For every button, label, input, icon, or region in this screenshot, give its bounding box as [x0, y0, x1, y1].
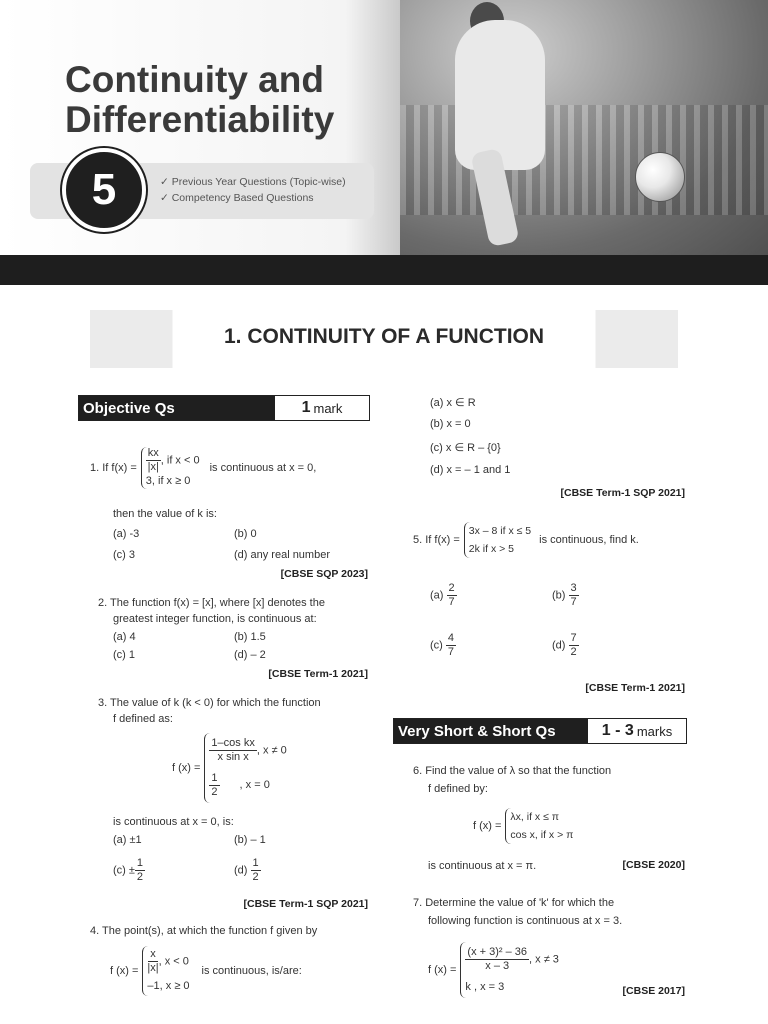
- q1-line2: then the value of k is:: [113, 508, 217, 520]
- q1-option-b: (b) 0: [234, 528, 257, 540]
- footballer-photo: [400, 0, 768, 255]
- q1-option-c: (c) 3: [113, 549, 135, 561]
- q6-line3: is continuous at x = π.: [428, 860, 537, 872]
- q5-option-b: (b) $\frac{3}{7}$: [552, 582, 577, 608]
- checklist-item-cbq: ✓ Competency Based Questions: [160, 192, 314, 204]
- question-6-line1: 6. Find the value of λ so that the function: [413, 765, 612, 777]
- q5-citation: [CBSE Term-1 2021]: [585, 682, 685, 694]
- question-6-line2: f defined by:: [428, 783, 488, 795]
- section-title: 1. CONTINUITY OF A FUNCTION: [223, 325, 545, 348]
- q1-option-a: (a) -3: [113, 528, 140, 540]
- football-icon: [635, 152, 685, 202]
- very-short-qs-label: Very Short & Short Qs: [394, 719, 588, 743]
- question-1: 1. If f(x) = $\frac{kx}{|x|}$ , if x < 0 3, if x ≥ 0 is continuous at x = 0,: [90, 447, 317, 487]
- objective-qs-header: [78, 395, 370, 421]
- player-body: [455, 20, 545, 170]
- q2-option-b: (b) 1.5: [234, 631, 266, 643]
- q2-option-d: (d) – 2: [234, 649, 266, 661]
- q4-option-b: (b) x = 0: [430, 418, 471, 430]
- q4-citation: [CBSE Term-1 SQP 2021]: [560, 487, 685, 499]
- chapter-header: [0, 0, 768, 285]
- q4-option-c: (c) x ∈ R – {0}: [430, 442, 501, 454]
- question-3-line1: 3. The value of k (k < 0) for which the function: [98, 697, 321, 709]
- q6-citation: [CBSE 2020]: [622, 859, 685, 871]
- q4-option-d: (d) x = – 1 and 1: [430, 464, 511, 476]
- q4-option-a: (a) x ∈ R: [430, 397, 476, 409]
- q3-line3: is continuous at x = 0, is:: [113, 816, 234, 828]
- question-2-line1: 2. The function f(x) = [x], where [x] denotes the: [98, 597, 325, 609]
- q5-option-a: (a) $\frac{2}{7}$: [430, 582, 455, 608]
- question-3-line2: f defined as:: [113, 713, 173, 725]
- q1-option-d: (d) any real number: [234, 549, 330, 561]
- header-band: [0, 255, 768, 285]
- q2-option-c: (c) 1: [113, 649, 135, 661]
- objective-qs-marks: 1 mark: [275, 396, 369, 420]
- very-short-qs-header: [393, 718, 687, 744]
- q6-function: f (x) = λx, if x ≤ π cos x, if x > π: [473, 808, 573, 844]
- q3-option-c: (c) ± $\frac{1}{2}$: [113, 857, 144, 883]
- objective-qs-label: Objective Qs: [79, 396, 275, 420]
- q7-citation: [CBSE 2017]: [622, 985, 685, 997]
- q3-option-a: (a) ±1: [113, 834, 142, 846]
- question-7-line2: following function is continuous at x = 3.: [428, 915, 623, 927]
- question-7-line1: 7. Determine the value of 'k' for which the: [413, 897, 615, 909]
- q3-option-d: (d) $\frac{1}{2}$: [234, 857, 259, 883]
- q3-function: f (x) = $\frac{\text{1–cos kx}}{\text{x sin x}}$ , x ≠ 0 $\frac{1}{2}$ , x = 0: [172, 733, 287, 803]
- chapter-number-badge: 5: [62, 148, 146, 232]
- q3-citation: [CBSE Term-1 SQP 2021]: [243, 898, 368, 910]
- q1-citation: [CBSE SQP 2023]: [280, 568, 368, 580]
- q3-option-b: (b) – 1: [234, 834, 266, 846]
- very-short-qs-marks: 1 - 3 marks: [588, 719, 686, 743]
- q2-citation: [CBSE Term-1 2021]: [268, 668, 368, 680]
- question-4-line1: 4. The point(s), at which the function f given by: [90, 925, 318, 937]
- q4-function: f (x) = $\frac{x}{|x|}$ , x < 0 –1, x ≥ 0 is continuous, is/are:: [110, 946, 375, 996]
- q2-option-a: (a) 4: [113, 631, 136, 643]
- chapter-title: Continuity and Differentiability: [65, 59, 335, 140]
- q5-option-d: (d) $\frac{7}{2}$: [552, 632, 577, 658]
- q5-option-c: (c) $\frac{4}{7}$: [430, 632, 455, 658]
- q1-piecewise: $\frac{kx}{|x|}$ , if x < 0 3, if x ≥ 0: [141, 447, 200, 489]
- q7-function: f (x) = $\frac{\text{(x + 3)² – 36}}{x - 3}$ , x ≠ 3 k , x = 3: [428, 942, 559, 998]
- question-5: 5. If f(x) = 3x – 8 if x ≤ 5 2k if x > 5 is continuous, find k.: [413, 522, 693, 558]
- checklist-item-pyq: ✓ Previous Year Questions (Topic-wise): [160, 176, 346, 188]
- question-2-line2: greatest integer function, is continuous at:: [113, 613, 317, 625]
